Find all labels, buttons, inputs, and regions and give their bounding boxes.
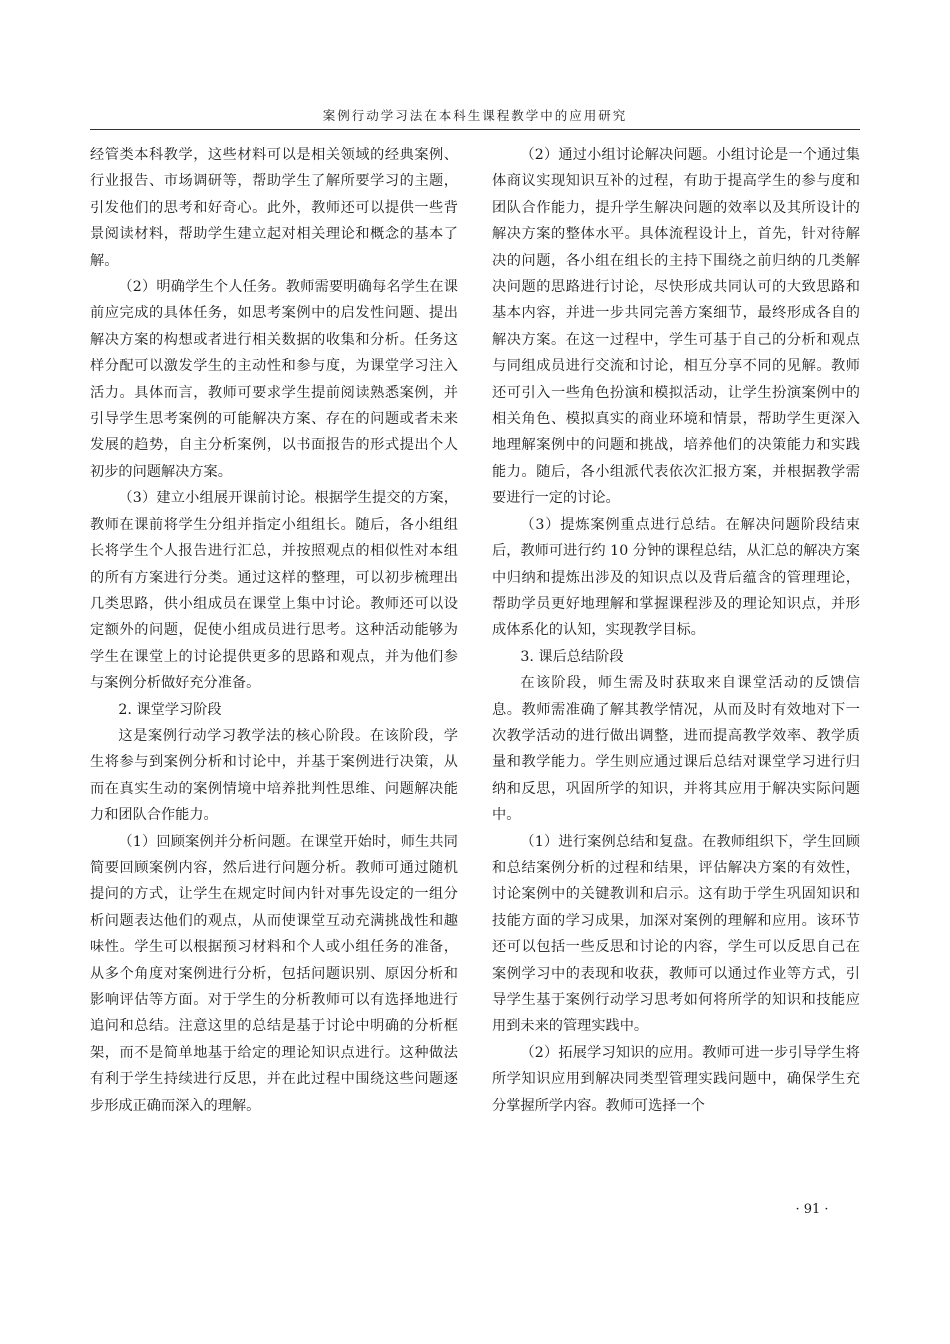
header-rule <box>90 129 860 130</box>
paragraph-core-stage: 这是案例行动学习教学法的核心阶段。在该阶段，学生将参与到案例分析和讨论中，并基于案例进行决策，从而在真实生动的案例情境中培养批判性思维、问题解决能力和团队合作能力。 <box>90 727 458 824</box>
paragraph-case-review: （1）进行案例总结和复盘。在教师组织下，学生回顾和总结案例分析的过程和结果，评估解决方案的有效性，讨论案例中的关键教训和启示。这有助于学生巩固知识和技能方面的学习成果，加深对案例的理解和应用。该环节还可以包括一些反思和讨论的内容，学生可以反思自己在案例学习中的表现和收获，教师可以通过作业等方式，引导学生基于案例行动学习思考如何将所学的知识和技能应用到未来的管理实践中。 <box>492 833 860 1035</box>
right-column <box>492 142 860 1119</box>
paragraph-group-discussion: （3）建立小组展开课前讨论。根据学生提交的方案，教师在课前将学生分组并指定小组组长。随后，各小组组长将学生个人报告进行汇总，并按照观点的相似性对本组的所有方案进行分类。通过这样的整理，可以初步梳理出几类思路，供小组成员在课堂上集中讨论。教师还可以设定额外的问题，促使小组成员进行思考。这种活动能够为学生在课堂上的讨论提供更多的思路和观点，并为他们参与案例分析做好充分准备。 <box>90 490 458 692</box>
paragraph-review-case: （1）回顾案例并分析问题。在课堂开始时，师生共同简要回顾案例内容，然后进行问题分析。教师可通过随机提问的方式，让学生在规定时间内针对事先设定的一组分析问题表达他们的观点，从而使课堂互动充满挑战性和趣味性。学生可以根据预习材料和个人或小组任务的准备，从多个角度对案例进行分析，包括问题识别、原因分析和影响评估等方面。对于学生的分析教师可以有选择地进行追问和总结。注意这里的总结是基于讨论中明确的分析框架，而不是简单地基于给定的理论知识点进行。这种做法有利于学生持续进行反思，并在此过程中围绕这些问题逐步形成正确而深入的理解。 <box>90 833 458 1114</box>
paragraph-task-assignment: （2）明确学生个人任务。教师需要明确每名学生在课前应完成的具体任务，如思考案例中的启发性问题、提出解决方案的构想或者进行相关数据的收集和分析。任务这样分配可以激发学生的主动性和参与度，为课堂学习注入活力。具体而言，教师可要求学生提前阅读熟悉案例，并引导学生思考案例的可能解决方案、存在的问题或者未来发展的趋势，自主分析案例，以书面报告的形式提出个人初步的问题解决方案。 <box>90 279 458 480</box>
running-header: 案例行动学习法在本科生课程教学中的应用研究 <box>322 108 628 123</box>
paragraph-continuation: 经管类本科教学，这些材料可以是相关领域的经典案例、行业报告、市场调研等，帮助学生了解所要学习的主题，引发他们的思考和好奇心。此外，教师还可以提供一些背景阅读材料，帮助学生建立起对相关理论和概念的基本了解。 <box>90 147 458 269</box>
section-heading-classroom: 2. 课堂学习阶段 <box>118 701 222 718</box>
paragraph-summary: （3）提炼案例重点进行总结。在解决问题阶段结束后，教师可进行约 10 分钟的课程总结，从汇总的解决方案中归纳和提炼出涉及的知识点以及背后蕴含的管理理论，帮助学员更好地理解和掌握课程涉及的理论知识点，并形成体系化的认知，实现教学目标。 <box>492 516 860 639</box>
left-column <box>90 142 458 1119</box>
paragraph-group-solve: （2）通过小组讨论解决问题。小组讨论是一个通过集体商议实现知识互补的过程，有助于提高学生的参与度和团队合作能力，提升学生解决问题的效率以及其所设计的解决方案的整体水平。具体流程设计上，首先，针对待解决的问题，各小组在组长的主持下围绕之前归纳的几类解决问题的思路进行讨论，尽快形成共同认可的大致思路和基本内容，并进一步共同完善方案细节，最终形成各自的解决方案。在这一过程中，学生可基于自己的分析和观点与同组成员进行交流和讨论，相互分享不同的见解。教师还可引入一些角色扮演和模拟活动，让学生扮演案例中的相关角色、模拟真实的商业环境和情景，帮助学生更深入地理解案例中的问题和挑战，培养他们的决策能力和实践能力。随后，各小组派代表依次汇报方案，并根据教学需要进行一定的讨论。 <box>492 147 860 507</box>
section-heading-after-class: 3. 课后总结阶段 <box>520 648 624 665</box>
page-number: · 91 · <box>795 1202 829 1217</box>
paragraph-feedback: 在该阶段，师生需及时获取来自课堂活动的反馈信息。教师需准确了解其教学情况，从而及时有效地对下一次教学活动的进行做出调整，进而提高教学效率、教学质量和教学能力。学生则应通过课后总结对课堂学习进行归纳和反思，巩固所学的知识，并将其应用于解决实际问题中。 <box>492 675 860 824</box>
paragraph-extend-application: （2）拓展学习知识的应用。教师可进一步引导学生将所学知识应用到解决同类型管理实践问题中，确保学生充分掌握所学内容。教师可选择一个 <box>492 1044 860 1114</box>
